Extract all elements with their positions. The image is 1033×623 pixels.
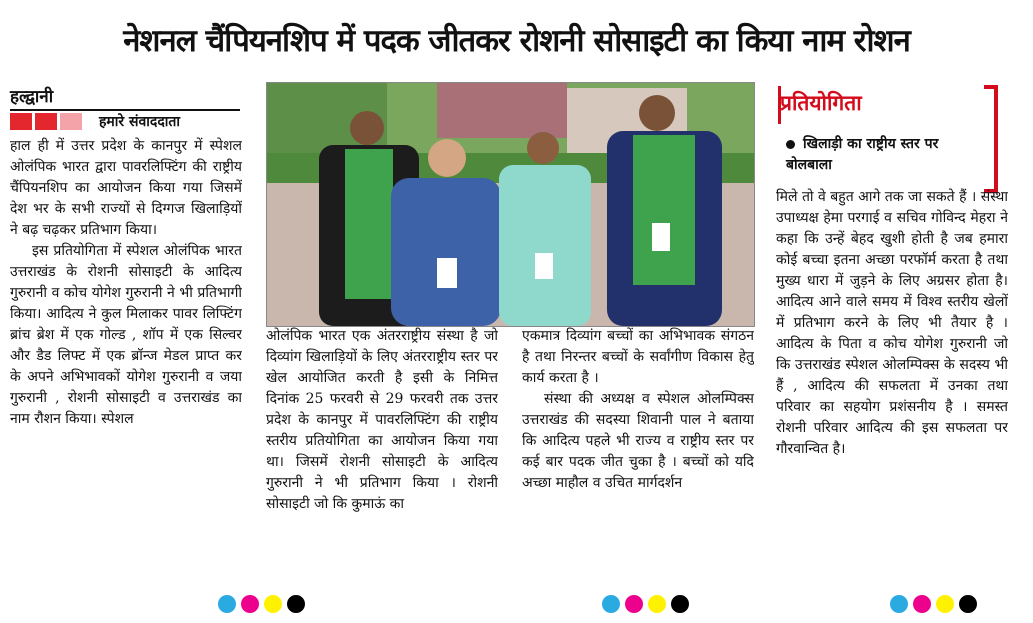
- news-photo: [266, 82, 755, 327]
- registration-marks-right: [890, 595, 977, 613]
- byline-square-2: [35, 113, 57, 130]
- registration-marks-middle: [602, 595, 689, 613]
- reg-dot-magenta: [625, 595, 643, 613]
- reg-dot-magenta: [913, 595, 931, 613]
- reg-dot-black: [287, 595, 305, 613]
- byline-square-3: [60, 113, 82, 130]
- column-1-para-2: इस प्रतियोगिता में स्पेशल ओलंपिक भारत उत्तराखंड के रोशनी सोसाइटी के आदित्य गुरुरानी व कोच योगेश गुरुरानी ने भी प्रतिभागी किया। आदित्य ने कुल मिलाकर पावर लिफ्टिंग ब्रांच ब्रेश में एक गोल्ड , शॉप में एक सिल्वर और डैड लिफ्ट में एक ब्रॉन्ज मेडल प्राप्त कर के अपने अभिभावकों योगेश गुरुरानी व जया गुरुरानी , रोशनी सोसाइटी व उत्तराखंड का नाम रौशन किया। स्पेशल: [10, 243, 242, 427]
- registration-marks-left: [218, 595, 305, 613]
- column-3-para-2: संस्था की अध्यक्ष व स्पेशल ओलम्पिक्स उत्तराखंड की सदस्या शिवानी पाल ने बताया कि आदित्य पहले भी राज्य व राष्ट्रीय स्तर पर कई बार पदक जीत चुका है । बच्चों को यदि अच्छा माहौल व उचित मार्गदर्शन: [522, 391, 754, 491]
- dateline: हल्द्वानी: [10, 84, 240, 111]
- sidebar-bracket: [984, 85, 998, 193]
- byline-row: [10, 111, 242, 131]
- sidebar-bullet-text: खिलाड़ी का राष्ट्रीय स्तर पर बोलबाला: [786, 136, 939, 173]
- column-3-para-1: एकमात्र दिव्यांग बच्चों का अभिभावक संगठन है तथा निरन्तर बच्चों के सर्वांगीण विकास हेतु कार्य करता है ।: [522, 328, 754, 386]
- sidebar-title: प्रतियोगिता: [780, 91, 862, 115]
- reg-dot-yellow: [264, 595, 282, 613]
- athletes-photo-illustration: [267, 83, 754, 326]
- reg-dot-magenta: [241, 595, 259, 613]
- reg-dot-cyan: [602, 595, 620, 613]
- column-1: [10, 136, 242, 576]
- headline: नेशनल चैंपियनशिप में पदक जीतकर रोशनी सोसाइटी का किया नाम रोशन: [123, 23, 910, 59]
- column-2-para-1: ओलंपिक भारत एक अंतरराष्ट्रीय संस्था है जो दिव्यांग खिलाड़ियों के लिए अंतरराष्ट्रीय स्तर पर खेल आयोजित करती है इसी के निमित्त दिनांक 25 फरवरी से 29 फरवरी तक उत्तर प्रदेश के कानपुर में पावरलिफ्टिंग की राष्ट्रीय स्तरीय प्रतियोगिता का आयोजन किया गया था। जिसमें रोशनी सोसाइटी के आदित्य गुरुरानी ने भी प्रतिभाग किया । रोशनी सोसाइटी जो कि कुमाऊं का: [266, 328, 498, 512]
- column-2: [266, 326, 498, 576]
- sidebar-bullet: [786, 134, 986, 176]
- column-3: [522, 326, 754, 576]
- byline-square-1: [10, 113, 32, 130]
- column-4-para-1: मिले तो वे बहुत आगे तक जा सकते हैं । संस्था उपाध्यक्ष हेमा परगाई व सचिव गोविन्द मेहरा ने कहा कि उन्हें बेहद खुशी होती है जब हमारा कोई बच्चा इतना अच्छा परफॉर्म करता है तथा मुख्य धारा में जुड़ने के लिए अग्रसर होता है। आदित्य आने वाले समय में विश्व स्तरीय खेलों में प्रतिभाग करने के लिए भी तैयार है । आदित्य के पिता व कोच योगेश गुरुरानी जो कि उत्तराखंड स्पेशल ओलम्पिक्स के सदस्य भी हैं , आदित्य की सफलता में उनका तथा परिवार का सहयोग प्रशंसनीय है । समस्त रोशनी परिवार आदित्य की इस सफलता पर गौरवान्वित है।: [776, 189, 1008, 457]
- reg-dot-black: [671, 595, 689, 613]
- reg-dot-yellow: [936, 595, 954, 613]
- column-1-para-1: हाल ही में उत्तर प्रदेश के कानपुर में स्पेशल ओलंपिक भारत द्वारा पावरलिफ्टिंग की राष्ट्रीय चैंपियनशिप का आयोजन किया गया जिसमें देश भर के सभी राज्यों से दिग्गज खिलाड़ियों ने बढ़ चढ़कर प्रतिभाग किया।: [10, 138, 242, 238]
- column-4: [776, 187, 1008, 577]
- byline: हमारे संवाददाता: [99, 113, 181, 130]
- reg-dot-cyan: [890, 595, 908, 613]
- reg-dot-black: [959, 595, 977, 613]
- reg-dot-cyan: [218, 595, 236, 613]
- bullet-icon: [786, 140, 795, 149]
- reg-dot-yellow: [648, 595, 666, 613]
